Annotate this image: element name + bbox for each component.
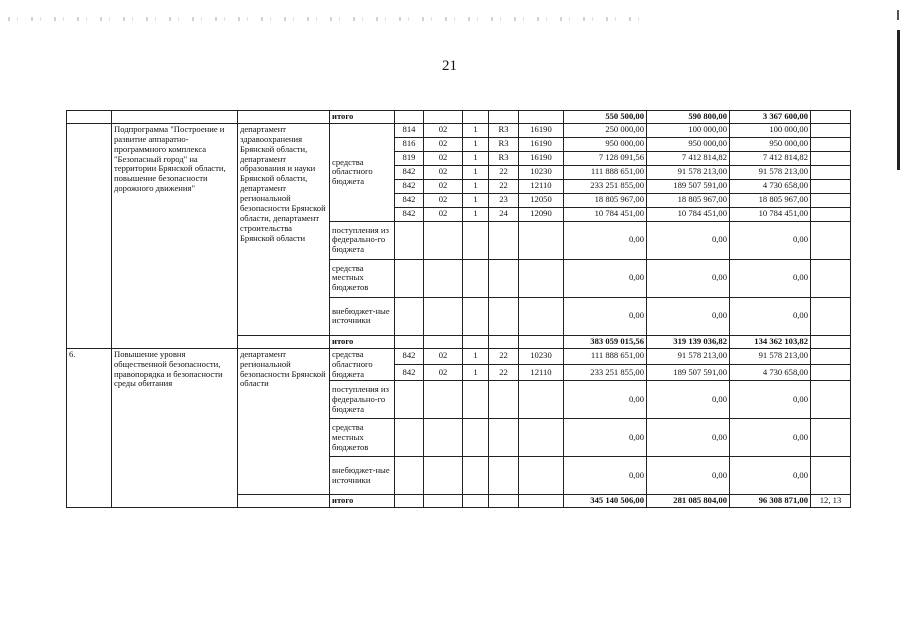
scan-noise	[8, 17, 648, 21]
amount-year-3: 0,00	[730, 419, 811, 457]
code-cs2: 16190	[519, 123, 564, 137]
measure-number: 6.	[67, 348, 112, 508]
code-rz: 02	[424, 179, 463, 193]
amount-year-3: 0,00	[730, 381, 811, 419]
amount-year-3: 0,00	[730, 259, 811, 297]
indicator-cell	[811, 365, 851, 381]
code-cs2: 10230	[519, 348, 564, 364]
code-grbs: 819	[395, 151, 424, 165]
code-pr: 1	[463, 207, 489, 221]
total-year-2: 281 085 804,00	[647, 495, 730, 508]
amount-year-2: 100 000,00	[647, 123, 730, 137]
indicator-cell	[811, 165, 851, 179]
executor: департамент региональной безопасности Брянской области	[238, 348, 330, 495]
code-rz: 02	[424, 348, 463, 364]
source-label: внебюджет-ные источники	[330, 297, 395, 335]
amount-year-2: 0,00	[647, 221, 730, 259]
total-year-1: 550 500,00	[564, 111, 647, 124]
empty-cell	[463, 419, 489, 457]
source-label: внебюджет-ные источники	[330, 457, 395, 495]
code-cs: 23	[489, 193, 519, 207]
empty-cell	[395, 419, 424, 457]
indicator-cell	[811, 111, 851, 124]
amount-year-2: 0,00	[647, 457, 730, 495]
empty-cell	[424, 495, 463, 508]
amount-year-3: 100 000,00	[730, 123, 811, 137]
amount-year-1: 0,00	[564, 457, 647, 495]
empty-cell	[67, 111, 112, 124]
empty-cell	[489, 221, 519, 259]
code-grbs: 842	[395, 179, 424, 193]
indicator-cell	[811, 207, 851, 221]
code-cs2: 12110	[519, 365, 564, 381]
total-year-1: 383 059 015,56	[564, 335, 647, 348]
code-cs: R3	[489, 137, 519, 151]
indicator-cell	[811, 193, 851, 207]
amount-year-3: 0,00	[730, 457, 811, 495]
code-cs2: 12050	[519, 193, 564, 207]
indicator-cell	[811, 381, 851, 419]
indicator-numbers	[811, 335, 851, 348]
empty-cell	[395, 297, 424, 335]
measure-name: Повышение уровня общественной безопасности, правопорядка и безопасности среды обитания	[112, 348, 238, 508]
amount-year-2: 0,00	[647, 381, 730, 419]
amount-year-1: 0,00	[564, 419, 647, 457]
indicator-cell	[811, 259, 851, 297]
empty-cell	[424, 457, 463, 495]
code-cs: 24	[489, 207, 519, 221]
amount-year-2: 0,00	[647, 297, 730, 335]
code-grbs: 842	[395, 365, 424, 381]
indicator-numbers: 12, 13	[811, 495, 851, 508]
amount-year-2: 189 507 591,00	[647, 179, 730, 193]
source-regional-budget: средства областного бюджета	[330, 348, 395, 381]
scan-edge-mark	[897, 10, 899, 20]
executor: департамент здравоохранения Брянской области, департамент образования и науки Брянской области, департамент региональной безопасности Брянской области, департамент строительства Брянской области	[238, 123, 330, 335]
total-year-2: 319 139 036,82	[647, 335, 730, 348]
empty-cell	[489, 259, 519, 297]
amount-year-2: 10 784 451,00	[647, 207, 730, 221]
code-pr: 1	[463, 179, 489, 193]
amount-year-1: 111 888 651,00	[564, 348, 647, 364]
amount-year-2: 950 000,00	[647, 137, 730, 151]
page-number: 21	[442, 58, 457, 74]
code-grbs: 842	[395, 348, 424, 364]
indicator-cell	[811, 221, 851, 259]
total-year-3: 96 308 871,00	[730, 495, 811, 508]
code-pr: 1	[463, 348, 489, 364]
empty-cell	[238, 495, 330, 508]
empty-cell	[424, 335, 463, 348]
measure-number	[67, 123, 112, 348]
empty-cell	[424, 419, 463, 457]
empty-cell	[489, 419, 519, 457]
code-cs: 22	[489, 179, 519, 193]
empty-cell	[112, 111, 238, 124]
amount-year-2: 91 578 213,00	[647, 348, 730, 364]
amount-year-2: 91 578 213,00	[647, 165, 730, 179]
amount-year-2: 189 507 591,00	[647, 365, 730, 381]
budget-table	[66, 110, 851, 508]
amount-year-3: 91 578 213,00	[730, 348, 811, 364]
code-pr: 1	[463, 137, 489, 151]
code-cs2: 12090	[519, 207, 564, 221]
empty-cell	[463, 297, 489, 335]
empty-cell	[519, 111, 564, 124]
code-rz: 02	[424, 137, 463, 151]
code-cs: 22	[489, 165, 519, 179]
empty-cell	[519, 335, 564, 348]
empty-cell	[489, 335, 519, 348]
empty-cell	[519, 419, 564, 457]
amount-year-1: 111 888 651,00	[564, 165, 647, 179]
amount-year-3: 4 730 658,00	[730, 365, 811, 381]
total-label: итого	[330, 111, 395, 124]
empty-cell	[489, 111, 519, 124]
empty-cell	[424, 221, 463, 259]
amount-year-3: 950 000,00	[730, 137, 811, 151]
total-year-3: 3 367 600,00	[730, 111, 811, 124]
code-cs2: 16190	[519, 151, 564, 165]
code-grbs: 842	[395, 165, 424, 179]
empty-cell	[395, 381, 424, 419]
empty-cell	[463, 259, 489, 297]
code-rz: 02	[424, 151, 463, 165]
empty-cell	[238, 111, 330, 124]
amount-year-1: 10 784 451,00	[564, 207, 647, 221]
code-grbs: 842	[395, 207, 424, 221]
table-row	[67, 111, 851, 124]
empty-cell	[463, 457, 489, 495]
amount-year-3: 7 412 814,82	[730, 151, 811, 165]
indicator-cell	[811, 457, 851, 495]
indicator-cell	[811, 179, 851, 193]
empty-cell	[489, 457, 519, 495]
scan-edge-bar	[897, 30, 900, 170]
code-cs: R3	[489, 123, 519, 137]
empty-cell	[519, 381, 564, 419]
total-year-3: 134 362 103,82	[730, 335, 811, 348]
code-cs: 22	[489, 365, 519, 381]
empty-cell	[463, 335, 489, 348]
code-rz: 02	[424, 193, 463, 207]
total-year-2: 590 800,00	[647, 111, 730, 124]
code-cs2: 10230	[519, 165, 564, 179]
empty-cell	[424, 297, 463, 335]
empty-cell	[395, 495, 424, 508]
total-label: итого	[330, 495, 395, 508]
indicator-cell	[811, 151, 851, 165]
total-label: итого	[330, 335, 395, 348]
amount-year-1: 0,00	[564, 259, 647, 297]
source-regional-budget: средства областного бюджета	[330, 123, 395, 221]
code-grbs: 842	[395, 193, 424, 207]
amount-year-3: 18 805 967,00	[730, 193, 811, 207]
source-label: поступления из федерально-го бюджета	[330, 381, 395, 419]
source-label: средства местных бюджетов	[330, 419, 395, 457]
indicator-cell	[811, 419, 851, 457]
amount-year-3: 91 578 213,00	[730, 165, 811, 179]
amount-year-1: 7 128 091,56	[564, 151, 647, 165]
empty-cell	[463, 495, 489, 508]
amount-year-2: 0,00	[647, 259, 730, 297]
indicator-cell	[811, 348, 851, 364]
empty-cell	[489, 495, 519, 508]
code-cs2: 16190	[519, 137, 564, 151]
empty-cell	[463, 221, 489, 259]
indicator-cell	[811, 297, 851, 335]
code-grbs: 816	[395, 137, 424, 151]
amount-year-3: 0,00	[730, 297, 811, 335]
measure-name: Подпрограмма "Построение и развитие аппаратно-программного комплекса "Безопасный город" на территории Брянской области, повышение безопасности дорожного движения"	[112, 123, 238, 348]
table-row	[67, 348, 851, 364]
indicator-cell	[811, 137, 851, 151]
empty-cell	[519, 259, 564, 297]
code-rz: 02	[424, 365, 463, 381]
table-row	[67, 123, 851, 137]
code-cs: R3	[489, 151, 519, 165]
amount-year-1: 18 805 967,00	[564, 193, 647, 207]
amount-year-1: 250 000,00	[564, 123, 647, 137]
amount-year-3: 0,00	[730, 221, 811, 259]
empty-cell	[519, 495, 564, 508]
code-cs: 22	[489, 348, 519, 364]
code-cs2: 12110	[519, 179, 564, 193]
amount-year-1: 0,00	[564, 381, 647, 419]
amount-year-3: 10 784 451,00	[730, 207, 811, 221]
empty-cell	[395, 221, 424, 259]
code-pr: 1	[463, 165, 489, 179]
empty-cell	[489, 297, 519, 335]
code-pr: 1	[463, 123, 489, 137]
amount-year-3: 4 730 658,00	[730, 179, 811, 193]
code-rz: 02	[424, 207, 463, 221]
empty-cell	[519, 221, 564, 259]
amount-year-1: 233 251 855,00	[564, 179, 647, 193]
code-grbs: 814	[395, 123, 424, 137]
empty-cell	[424, 381, 463, 419]
code-pr: 1	[463, 151, 489, 165]
amount-year-2: 0,00	[647, 419, 730, 457]
code-rz: 02	[424, 123, 463, 137]
total-year-1: 345 140 506,00	[564, 495, 647, 508]
code-pr: 1	[463, 193, 489, 207]
source-label: поступления из федерально-го бюджета	[330, 221, 395, 259]
empty-cell	[424, 111, 463, 124]
amount-year-2: 7 412 814,82	[647, 151, 730, 165]
empty-cell	[395, 457, 424, 495]
indicator-cell	[811, 123, 851, 137]
code-rz: 02	[424, 165, 463, 179]
source-label: средства местных бюджетов	[330, 259, 395, 297]
amount-year-1: 233 251 855,00	[564, 365, 647, 381]
empty-cell	[489, 381, 519, 419]
amount-year-2: 18 805 967,00	[647, 193, 730, 207]
empty-cell	[395, 335, 424, 348]
empty-cell	[395, 259, 424, 297]
empty-cell	[395, 111, 424, 124]
amount-year-1: 0,00	[564, 221, 647, 259]
empty-cell	[463, 111, 489, 124]
empty-cell	[424, 259, 463, 297]
code-pr: 1	[463, 365, 489, 381]
amount-year-1: 950 000,00	[564, 137, 647, 151]
empty-cell	[519, 457, 564, 495]
empty-cell	[463, 381, 489, 419]
amount-year-1: 0,00	[564, 297, 647, 335]
empty-cell	[519, 297, 564, 335]
empty-cell	[238, 335, 330, 348]
